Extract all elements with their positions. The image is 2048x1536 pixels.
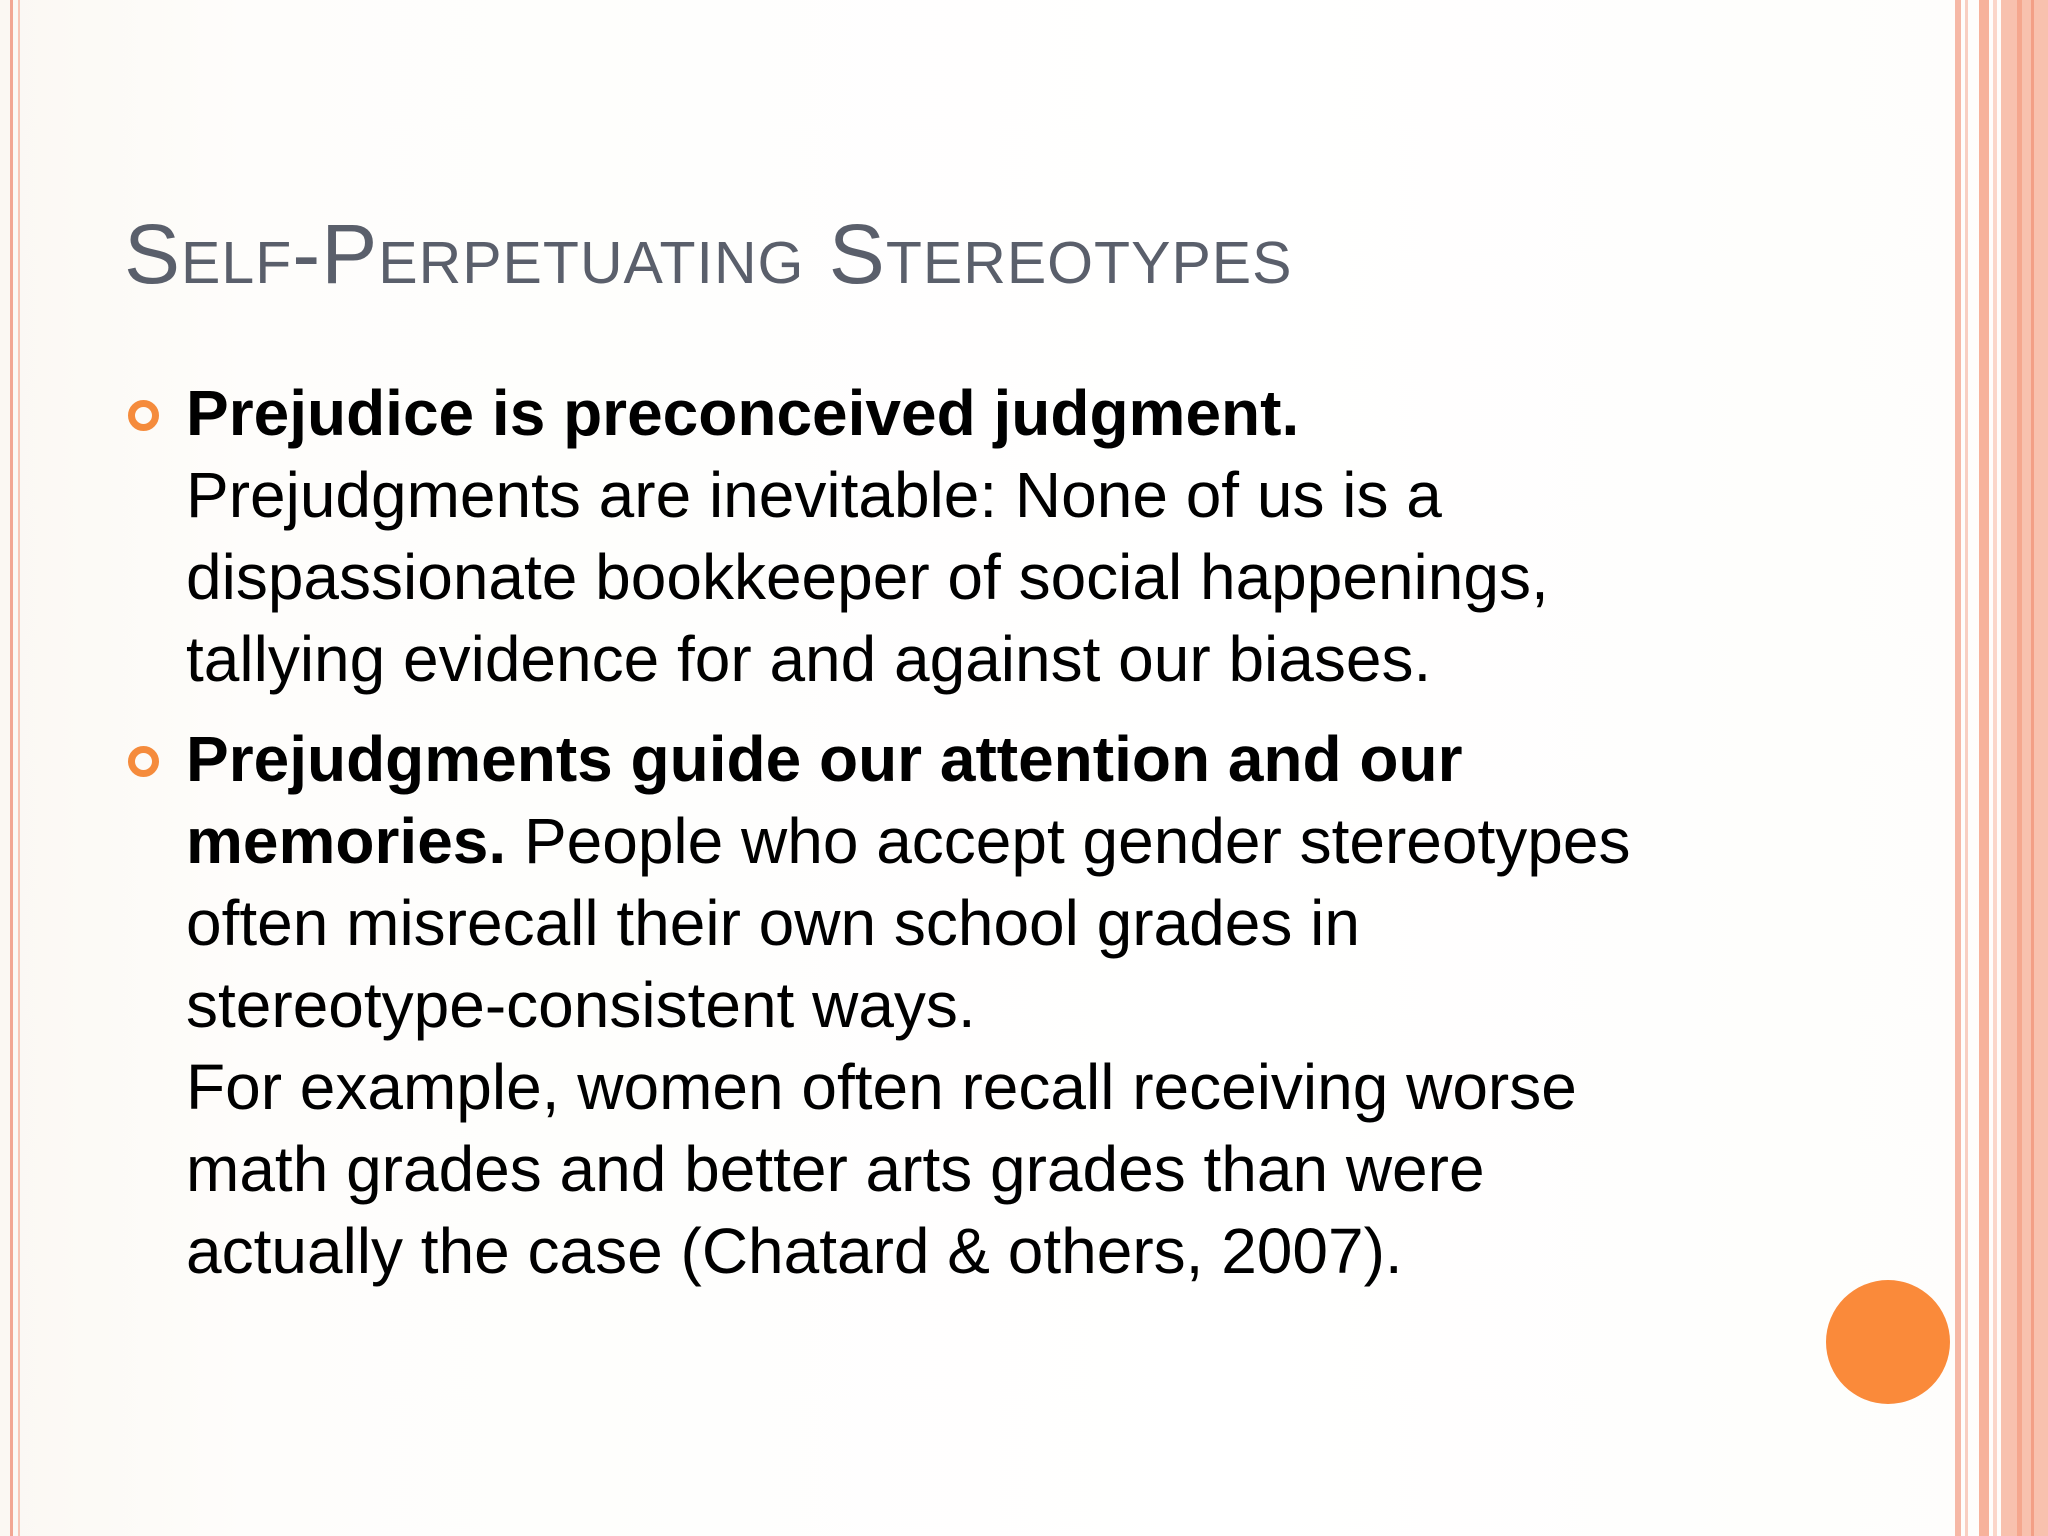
bullet-text-line: dispassionate bookkeeper of social happenings, — [186, 541, 1549, 613]
bullet-text-line: actually the case (Chatard & others, 2007). — [186, 1215, 1403, 1287]
bullet-text-line: For example, women often recall receiving worse — [186, 1051, 1577, 1123]
bullet-text-line: Prejudgments are inevitable: None of us is a — [186, 459, 1442, 531]
bullet-item — [124, 718, 1764, 1292]
left-border-line — [18, 0, 20, 1536]
bullet-text-line — [186, 800, 1764, 882]
hollow-circle-bullet-icon — [128, 746, 159, 777]
bullet-text-line: stereotype-consistent ways. — [186, 969, 976, 1041]
slide-title: Self-Perpetuating Stereotypes — [124, 207, 1293, 301]
slide-body — [124, 372, 1764, 1310]
bullet-text-line: tallying evidence for and against our biases. — [186, 623, 1432, 695]
bullet-heading: Prejudgments guide our attention and our — [186, 723, 1463, 795]
orange-circle-decoration — [1826, 1280, 1950, 1404]
bullet-heading: Prejudice is preconceived judgment. — [186, 377, 1300, 449]
bullet-text: People who accept gender stereotypes — [506, 805, 1631, 877]
right-border-stripes — [1955, 0, 2048, 1536]
hollow-circle-bullet-icon — [128, 400, 159, 431]
left-border-line — [10, 0, 13, 1536]
bullet-heading-continued: memories. — [186, 805, 507, 877]
bullet-text-line: math grades and better arts grades than were — [186, 1133, 1485, 1205]
bullet-item — [124, 372, 1764, 700]
bullet-text-line: often misrecall their own school grades in — [186, 887, 1360, 959]
